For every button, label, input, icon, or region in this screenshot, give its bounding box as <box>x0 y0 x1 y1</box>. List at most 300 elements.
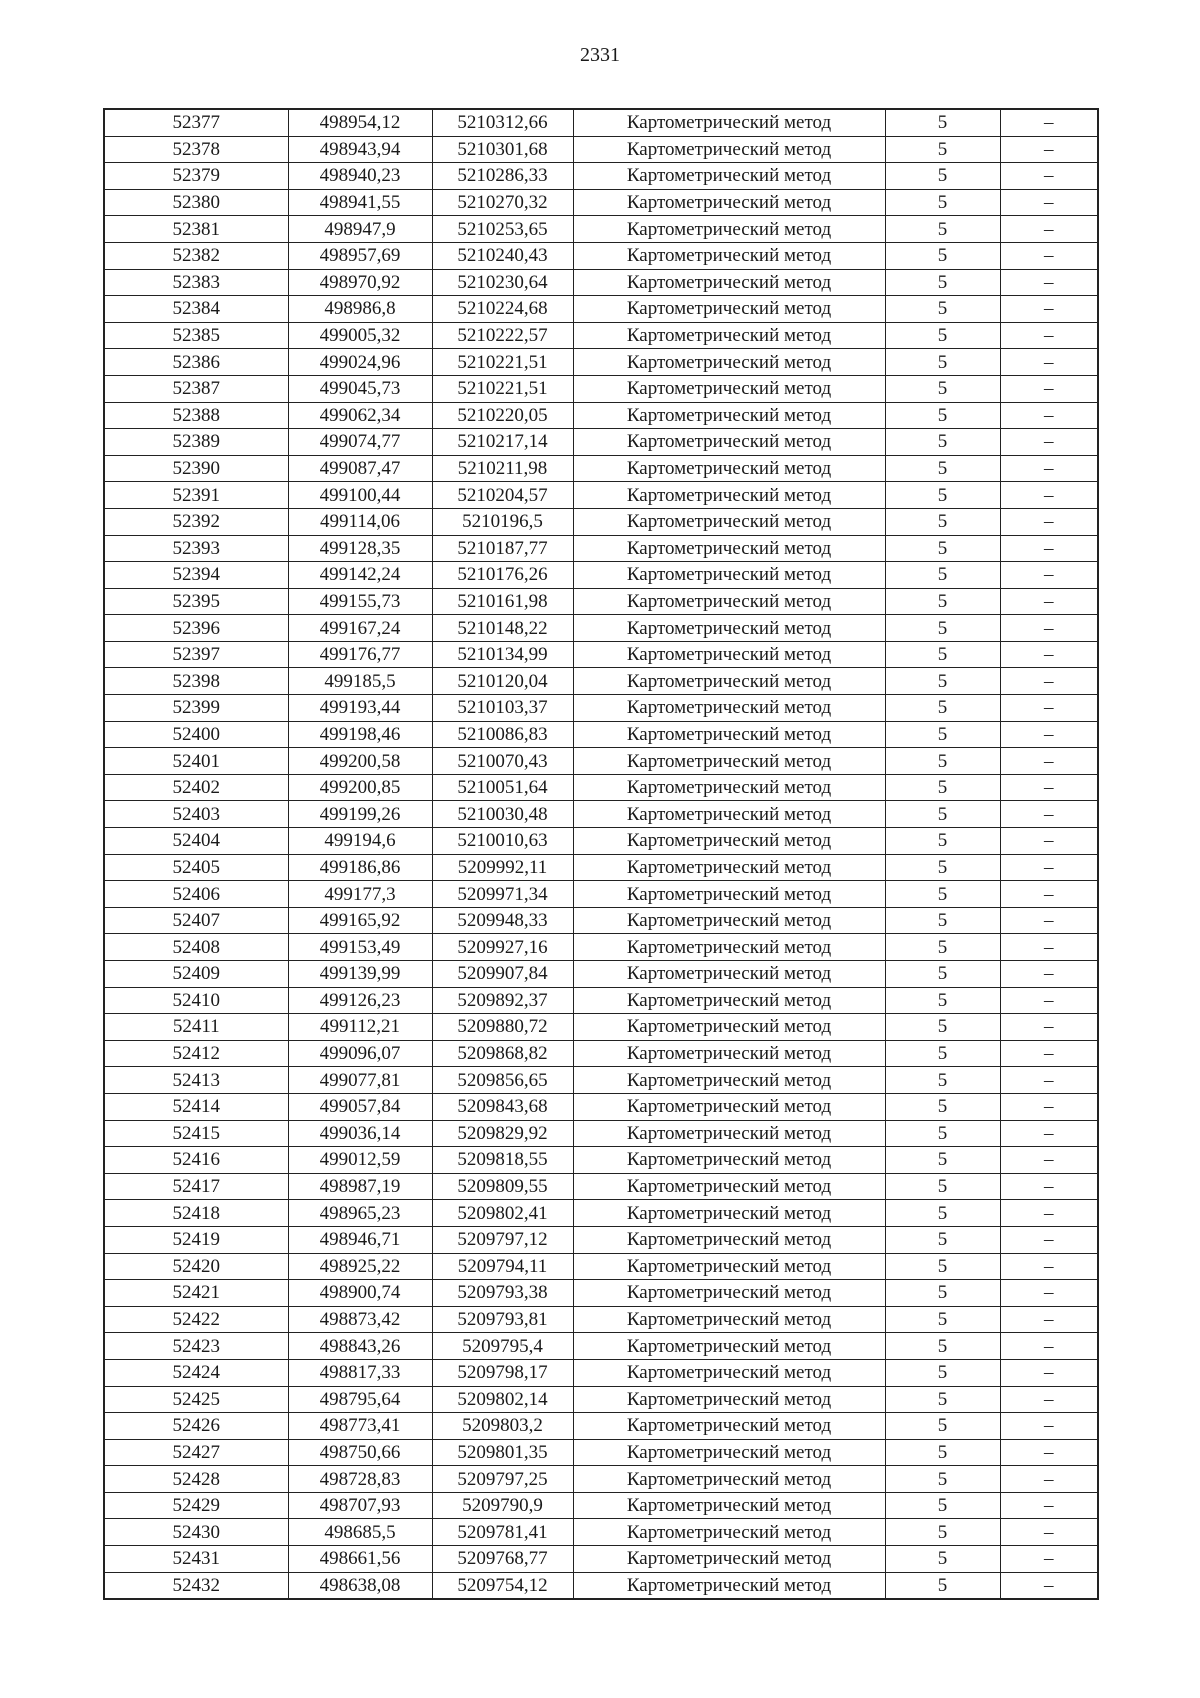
table-row <box>104 1359 1098 1386</box>
table-row <box>104 402 1098 429</box>
x-coordinate-cell: 499167,24 <box>288 615 432 642</box>
point-number-cell: 52399 <box>104 695 288 722</box>
table-row <box>104 1040 1098 1067</box>
x-coordinate-cell: 498954,12 <box>288 109 432 136</box>
description-cell: – <box>1000 1359 1098 1386</box>
coordinates-table-body <box>104 109 1098 1599</box>
accuracy-cell: 5 <box>885 1014 1000 1041</box>
description-cell: – <box>1000 1226 1098 1253</box>
y-coordinate-cell: 5210211,98 <box>432 455 573 482</box>
accuracy-cell: 5 <box>885 828 1000 855</box>
y-coordinate-cell: 5209892,37 <box>432 987 573 1014</box>
description-cell: – <box>1000 854 1098 881</box>
table-row <box>104 641 1098 668</box>
y-coordinate-cell: 5209754,12 <box>432 1572 573 1599</box>
table-row <box>104 828 1098 855</box>
table-row <box>104 1253 1098 1280</box>
point-number-cell: 52424 <box>104 1359 288 1386</box>
method-cell: Картометрический метод <box>573 1040 885 1067</box>
x-coordinate-cell: 498965,23 <box>288 1200 432 1227</box>
description-cell: – <box>1000 1439 1098 1466</box>
point-number-cell: 52397 <box>104 641 288 668</box>
x-coordinate-cell: 498817,33 <box>288 1359 432 1386</box>
method-cell: Картометрический метод <box>573 1333 885 1360</box>
point-number-cell: 52431 <box>104 1546 288 1573</box>
x-coordinate-cell: 499139,99 <box>288 961 432 988</box>
x-coordinate-cell: 499165,92 <box>288 907 432 934</box>
point-number-cell: 52422 <box>104 1306 288 1333</box>
point-number-cell: 52377 <box>104 109 288 136</box>
y-coordinate-cell: 5210176,26 <box>432 562 573 589</box>
point-number-cell: 52396 <box>104 615 288 642</box>
description-cell: – <box>1000 402 1098 429</box>
accuracy-cell: 5 <box>885 402 1000 429</box>
point-number-cell: 52412 <box>104 1040 288 1067</box>
point-number-cell: 52419 <box>104 1226 288 1253</box>
table-row <box>104 1200 1098 1227</box>
x-coordinate-cell: 499186,86 <box>288 854 432 881</box>
method-cell: Картометрический метод <box>573 1492 885 1519</box>
description-cell: – <box>1000 269 1098 296</box>
x-coordinate-cell: 499142,24 <box>288 562 432 589</box>
description-cell: – <box>1000 1306 1098 1333</box>
accuracy-cell: 5 <box>885 1067 1000 1094</box>
accuracy-cell: 5 <box>885 721 1000 748</box>
description-cell: – <box>1000 721 1098 748</box>
table-row <box>104 109 1098 136</box>
method-cell: Картометрический метод <box>573 881 885 908</box>
accuracy-cell: 5 <box>885 961 1000 988</box>
table-row <box>104 1466 1098 1493</box>
description-cell: – <box>1000 1280 1098 1307</box>
method-cell: Картометрический метод <box>573 429 885 456</box>
table-row <box>104 1519 1098 1546</box>
accuracy-cell: 5 <box>885 242 1000 269</box>
point-number-cell: 52385 <box>104 322 288 349</box>
method-cell: Картометрический метод <box>573 801 885 828</box>
method-cell: Картометрический метод <box>573 695 885 722</box>
method-cell: Картометрический метод <box>573 854 885 881</box>
method-cell: Картометрический метод <box>573 1466 885 1493</box>
method-cell: Картометрический метод <box>573 1359 885 1386</box>
y-coordinate-cell: 5209802,41 <box>432 1200 573 1227</box>
table-row <box>104 322 1098 349</box>
x-coordinate-cell: 498943,94 <box>288 136 432 163</box>
accuracy-cell: 5 <box>885 1093 1000 1120</box>
x-coordinate-cell: 498661,56 <box>288 1546 432 1573</box>
point-number-cell: 52394 <box>104 562 288 589</box>
y-coordinate-cell: 5209801,35 <box>432 1439 573 1466</box>
accuracy-cell: 5 <box>885 1280 1000 1307</box>
table-row <box>104 695 1098 722</box>
description-cell: – <box>1000 1120 1098 1147</box>
point-number-cell: 52398 <box>104 668 288 695</box>
description-cell: – <box>1000 1200 1098 1227</box>
x-coordinate-cell: 498940,23 <box>288 163 432 190</box>
accuracy-cell: 5 <box>885 109 1000 136</box>
y-coordinate-cell: 5209992,11 <box>432 854 573 881</box>
description-cell: – <box>1000 987 1098 1014</box>
y-coordinate-cell: 5209798,17 <box>432 1359 573 1386</box>
table-row <box>104 1280 1098 1307</box>
method-cell: Картометрический метод <box>573 748 885 775</box>
y-coordinate-cell: 5209880,72 <box>432 1014 573 1041</box>
point-number-cell: 52395 <box>104 588 288 615</box>
point-number-cell: 52403 <box>104 801 288 828</box>
point-number-cell: 52382 <box>104 242 288 269</box>
point-number-cell: 52401 <box>104 748 288 775</box>
description-cell: – <box>1000 562 1098 589</box>
accuracy-cell: 5 <box>885 1333 1000 1360</box>
accuracy-cell: 5 <box>885 1546 1000 1573</box>
accuracy-cell: 5 <box>885 136 1000 163</box>
description-cell: – <box>1000 668 1098 695</box>
description-cell: – <box>1000 1147 1098 1174</box>
table-row <box>104 189 1098 216</box>
x-coordinate-cell: 499193,44 <box>288 695 432 722</box>
description-cell: – <box>1000 1466 1098 1493</box>
method-cell: Картометрический метод <box>573 668 885 695</box>
x-coordinate-cell: 499153,49 <box>288 934 432 961</box>
description-cell: – <box>1000 163 1098 190</box>
table-row <box>104 854 1098 881</box>
y-coordinate-cell: 5210230,64 <box>432 269 573 296</box>
description-cell: – <box>1000 1173 1098 1200</box>
method-cell: Картометрический метод <box>573 1253 885 1280</box>
y-coordinate-cell: 5210253,65 <box>432 216 573 243</box>
method-cell: Картометрический метод <box>573 242 885 269</box>
method-cell: Картометрический метод <box>573 588 885 615</box>
method-cell: Картометрический метод <box>573 375 885 402</box>
accuracy-cell: 5 <box>885 562 1000 589</box>
y-coordinate-cell: 5209793,38 <box>432 1280 573 1307</box>
page-number: 2331 <box>580 44 620 66</box>
point-number-cell: 52409 <box>104 961 288 988</box>
table-row <box>104 1333 1098 1360</box>
point-number-cell: 52415 <box>104 1120 288 1147</box>
table-row <box>104 1014 1098 1041</box>
y-coordinate-cell: 5209843,68 <box>432 1093 573 1120</box>
method-cell: Картометрический метод <box>573 1067 885 1094</box>
description-cell: – <box>1000 349 1098 376</box>
point-number-cell: 52414 <box>104 1093 288 1120</box>
table-row <box>104 375 1098 402</box>
table-row <box>104 163 1098 190</box>
accuracy-cell: 5 <box>885 907 1000 934</box>
point-number-cell: 52428 <box>104 1466 288 1493</box>
accuracy-cell: 5 <box>885 163 1000 190</box>
accuracy-cell: 5 <box>885 801 1000 828</box>
description-cell: – <box>1000 695 1098 722</box>
table-row <box>104 535 1098 562</box>
x-coordinate-cell: 498900,74 <box>288 1280 432 1307</box>
accuracy-cell: 5 <box>885 1386 1000 1413</box>
point-number-cell: 52387 <box>104 375 288 402</box>
table-row <box>104 508 1098 535</box>
x-coordinate-cell: 498873,42 <box>288 1306 432 1333</box>
description-cell: – <box>1000 801 1098 828</box>
method-cell: Картометрический метод <box>573 961 885 988</box>
y-coordinate-cell: 5209809,55 <box>432 1173 573 1200</box>
x-coordinate-cell: 498925,22 <box>288 1253 432 1280</box>
method-cell: Картометрический метод <box>573 1519 885 1546</box>
accuracy-cell: 5 <box>885 1200 1000 1227</box>
accuracy-cell: 5 <box>885 987 1000 1014</box>
table-row <box>104 242 1098 269</box>
point-number-cell: 52408 <box>104 934 288 961</box>
method-cell: Картометрический метод <box>573 535 885 562</box>
x-coordinate-cell: 498707,93 <box>288 1492 432 1519</box>
description-cell: – <box>1000 455 1098 482</box>
method-cell: Картометрический метод <box>573 1546 885 1573</box>
x-coordinate-cell: 499194,6 <box>288 828 432 855</box>
accuracy-cell: 5 <box>885 1173 1000 1200</box>
method-cell: Картометрический метод <box>573 189 885 216</box>
accuracy-cell: 5 <box>885 1147 1000 1174</box>
y-coordinate-cell: 5209781,41 <box>432 1519 573 1546</box>
y-coordinate-cell: 5210103,37 <box>432 695 573 722</box>
x-coordinate-cell: 498843,26 <box>288 1333 432 1360</box>
x-coordinate-cell: 499155,73 <box>288 588 432 615</box>
y-coordinate-cell: 5209948,33 <box>432 907 573 934</box>
x-coordinate-cell: 498947,9 <box>288 216 432 243</box>
accuracy-cell: 5 <box>885 535 1000 562</box>
x-coordinate-cell: 498773,41 <box>288 1413 432 1440</box>
table-row <box>104 562 1098 589</box>
method-cell: Картометрический метод <box>573 1439 885 1466</box>
accuracy-cell: 5 <box>885 189 1000 216</box>
point-number-cell: 52404 <box>104 828 288 855</box>
description-cell: – <box>1000 1413 1098 1440</box>
x-coordinate-cell: 499176,77 <box>288 641 432 668</box>
description-cell: – <box>1000 1519 1098 1546</box>
x-coordinate-cell: 498750,66 <box>288 1439 432 1466</box>
x-coordinate-cell: 499024,96 <box>288 349 432 376</box>
accuracy-cell: 5 <box>885 1359 1000 1386</box>
table-row <box>104 987 1098 1014</box>
x-coordinate-cell: 498986,8 <box>288 296 432 323</box>
description-cell: – <box>1000 296 1098 323</box>
point-number-cell: 52384 <box>104 296 288 323</box>
description-cell: – <box>1000 641 1098 668</box>
point-number-cell: 52402 <box>104 774 288 801</box>
point-number-cell: 52421 <box>104 1280 288 1307</box>
x-coordinate-cell: 498987,19 <box>288 1173 432 1200</box>
description-cell: – <box>1000 615 1098 642</box>
point-number-cell: 52411 <box>104 1014 288 1041</box>
description-cell: – <box>1000 136 1098 163</box>
table-row <box>104 429 1098 456</box>
y-coordinate-cell: 5209927,16 <box>432 934 573 961</box>
y-coordinate-cell: 5210221,51 <box>432 349 573 376</box>
y-coordinate-cell: 5210051,64 <box>432 774 573 801</box>
accuracy-cell: 5 <box>885 641 1000 668</box>
point-number-cell: 52383 <box>104 269 288 296</box>
accuracy-cell: 5 <box>885 1413 1000 1440</box>
y-coordinate-cell: 5210204,57 <box>432 482 573 509</box>
y-coordinate-cell: 5209803,2 <box>432 1413 573 1440</box>
accuracy-cell: 5 <box>885 216 1000 243</box>
x-coordinate-cell: 499087,47 <box>288 455 432 482</box>
table-row <box>104 1067 1098 1094</box>
x-coordinate-cell: 499096,07 <box>288 1040 432 1067</box>
accuracy-cell: 5 <box>885 668 1000 695</box>
x-coordinate-cell: 499005,32 <box>288 322 432 349</box>
method-cell: Картометрический метод <box>573 402 885 429</box>
y-coordinate-cell: 5210086,83 <box>432 721 573 748</box>
description-cell: – <box>1000 961 1098 988</box>
point-number-cell: 52393 <box>104 535 288 562</box>
method-cell: Картометрический метод <box>573 1306 885 1333</box>
y-coordinate-cell: 5210148,22 <box>432 615 573 642</box>
method-cell: Картометрический метод <box>573 508 885 535</box>
y-coordinate-cell: 5209802,14 <box>432 1386 573 1413</box>
x-coordinate-cell: 498728,83 <box>288 1466 432 1493</box>
y-coordinate-cell: 5210220,05 <box>432 402 573 429</box>
table-row <box>104 269 1098 296</box>
table-row <box>104 136 1098 163</box>
table-row <box>104 668 1098 695</box>
accuracy-cell: 5 <box>885 1572 1000 1599</box>
y-coordinate-cell: 5209790,9 <box>432 1492 573 1519</box>
description-cell: – <box>1000 1333 1098 1360</box>
y-coordinate-cell: 5209829,92 <box>432 1120 573 1147</box>
description-cell: – <box>1000 1253 1098 1280</box>
description-cell: – <box>1000 1014 1098 1041</box>
x-coordinate-cell: 499114,06 <box>288 508 432 535</box>
x-coordinate-cell: 499100,44 <box>288 482 432 509</box>
x-coordinate-cell: 499074,77 <box>288 429 432 456</box>
accuracy-cell: 5 <box>885 322 1000 349</box>
point-number-cell: 52379 <box>104 163 288 190</box>
y-coordinate-cell: 5210120,04 <box>432 668 573 695</box>
description-cell: – <box>1000 1093 1098 1120</box>
y-coordinate-cell: 5210070,43 <box>432 748 573 775</box>
method-cell: Картометрический метод <box>573 721 885 748</box>
y-coordinate-cell: 5210240,43 <box>432 242 573 269</box>
point-number-cell: 52413 <box>104 1067 288 1094</box>
accuracy-cell: 5 <box>885 774 1000 801</box>
description-cell: – <box>1000 934 1098 961</box>
description-cell: – <box>1000 828 1098 855</box>
accuracy-cell: 5 <box>885 1120 1000 1147</box>
description-cell: – <box>1000 109 1098 136</box>
method-cell: Картометрический метод <box>573 455 885 482</box>
method-cell: Картометрический метод <box>573 109 885 136</box>
method-cell: Картометрический метод <box>573 322 885 349</box>
y-coordinate-cell: 5209907,84 <box>432 961 573 988</box>
point-number-cell: 52381 <box>104 216 288 243</box>
table-row <box>104 907 1098 934</box>
point-number-cell: 52389 <box>104 429 288 456</box>
accuracy-cell: 5 <box>885 349 1000 376</box>
accuracy-cell: 5 <box>885 1492 1000 1519</box>
description-cell: – <box>1000 189 1098 216</box>
description-cell: – <box>1000 242 1098 269</box>
table-row <box>104 1546 1098 1573</box>
point-number-cell: 52410 <box>104 987 288 1014</box>
method-cell: Картометрический метод <box>573 1014 885 1041</box>
accuracy-cell: 5 <box>885 375 1000 402</box>
point-number-cell: 52416 <box>104 1147 288 1174</box>
description-cell: – <box>1000 774 1098 801</box>
description-cell: – <box>1000 907 1098 934</box>
table-row <box>104 349 1098 376</box>
table-row <box>104 1093 1098 1120</box>
description-cell: – <box>1000 1546 1098 1573</box>
table-row <box>104 721 1098 748</box>
y-coordinate-cell: 5209794,11 <box>432 1253 573 1280</box>
accuracy-cell: 5 <box>885 429 1000 456</box>
point-number-cell: 52426 <box>104 1413 288 1440</box>
accuracy-cell: 5 <box>885 296 1000 323</box>
table-row <box>104 482 1098 509</box>
description-cell: – <box>1000 1386 1098 1413</box>
table-row <box>104 216 1098 243</box>
y-coordinate-cell: 5209856,65 <box>432 1067 573 1094</box>
x-coordinate-cell: 498638,08 <box>288 1572 432 1599</box>
x-coordinate-cell: 499200,85 <box>288 774 432 801</box>
table-row <box>104 881 1098 908</box>
point-number-cell: 52429 <box>104 1492 288 1519</box>
point-number-cell: 52406 <box>104 881 288 908</box>
method-cell: Картометрический метод <box>573 269 885 296</box>
x-coordinate-cell: 499126,23 <box>288 987 432 1014</box>
table-row <box>104 934 1098 961</box>
description-cell: – <box>1000 322 1098 349</box>
x-coordinate-cell: 498941,55 <box>288 189 432 216</box>
method-cell: Картометрический метод <box>573 216 885 243</box>
point-number-cell: 52380 <box>104 189 288 216</box>
method-cell: Картометрический метод <box>573 349 885 376</box>
table-row <box>104 1572 1098 1599</box>
x-coordinate-cell: 499045,73 <box>288 375 432 402</box>
method-cell: Картометрический метод <box>573 1200 885 1227</box>
point-number-cell: 52400 <box>104 721 288 748</box>
x-coordinate-cell: 499057,84 <box>288 1093 432 1120</box>
y-coordinate-cell: 5210030,48 <box>432 801 573 828</box>
table-row <box>104 296 1098 323</box>
accuracy-cell: 5 <box>885 482 1000 509</box>
table-row <box>104 774 1098 801</box>
method-cell: Картометрический метод <box>573 1280 885 1307</box>
table-row <box>104 1492 1098 1519</box>
accuracy-cell: 5 <box>885 695 1000 722</box>
point-number-cell: 52407 <box>104 907 288 934</box>
point-number-cell: 52425 <box>104 1386 288 1413</box>
y-coordinate-cell: 5209797,25 <box>432 1466 573 1493</box>
table-row <box>104 961 1098 988</box>
method-cell: Картометрический метод <box>573 907 885 934</box>
x-coordinate-cell: 499077,81 <box>288 1067 432 1094</box>
x-coordinate-cell: 499199,26 <box>288 801 432 828</box>
description-cell: – <box>1000 1040 1098 1067</box>
accuracy-cell: 5 <box>885 1306 1000 1333</box>
table-row <box>104 1173 1098 1200</box>
method-cell: Картометрический метод <box>573 136 885 163</box>
table-row <box>104 1306 1098 1333</box>
description-cell: – <box>1000 429 1098 456</box>
table-row <box>104 748 1098 775</box>
method-cell: Картометрический метод <box>573 1572 885 1599</box>
point-number-cell: 52390 <box>104 455 288 482</box>
y-coordinate-cell: 5210312,66 <box>432 109 573 136</box>
point-number-cell: 52388 <box>104 402 288 429</box>
point-number-cell: 52405 <box>104 854 288 881</box>
y-coordinate-cell: 5210010,63 <box>432 828 573 855</box>
x-coordinate-cell: 498970,92 <box>288 269 432 296</box>
method-cell: Картометрический метод <box>573 482 885 509</box>
